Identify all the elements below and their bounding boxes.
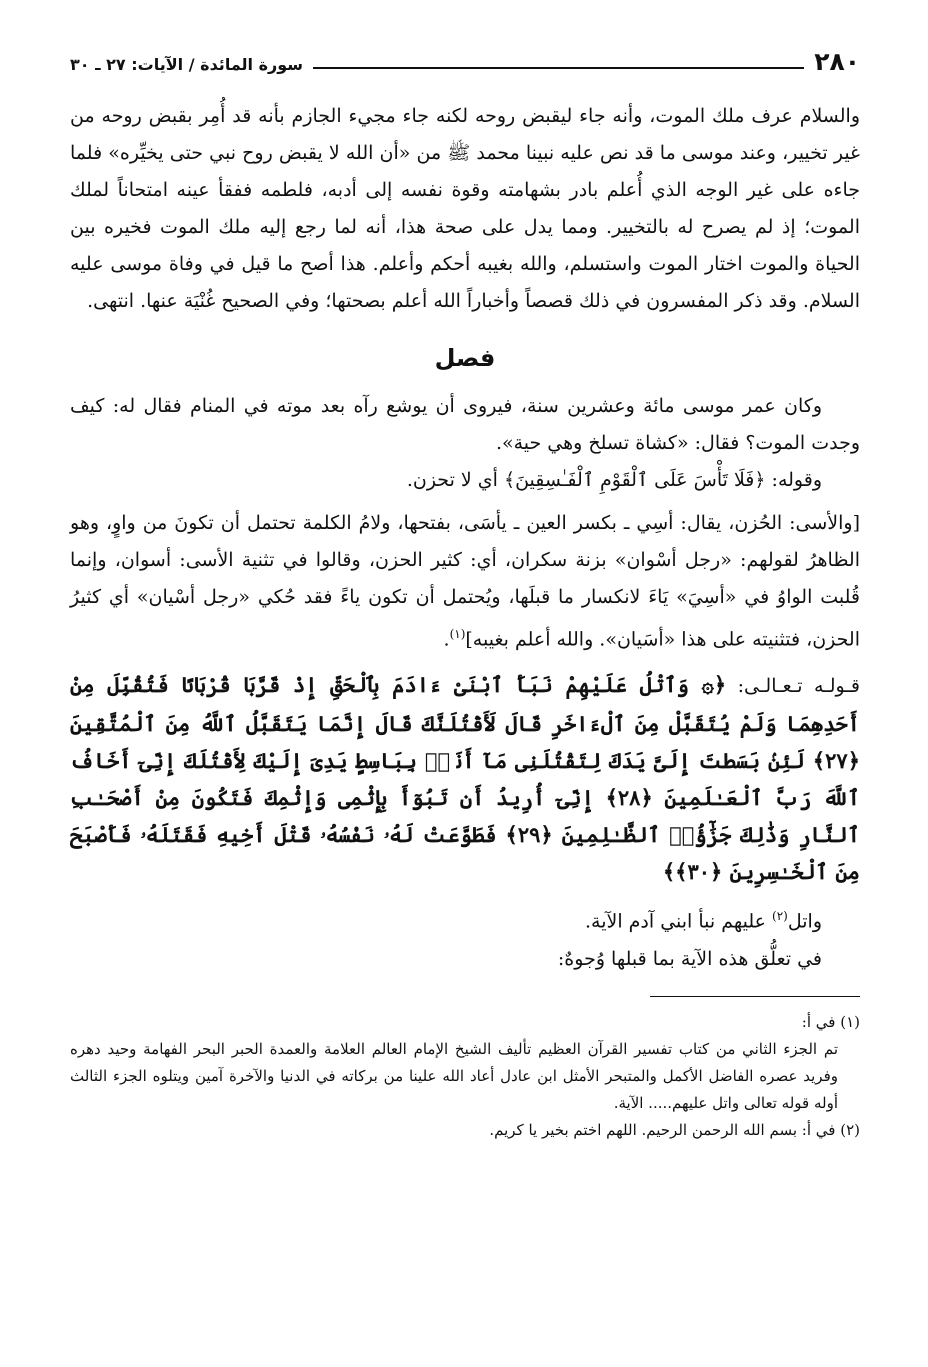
footnote-ref-2: (٢)	[772, 909, 788, 924]
paragraph-2: وكان عمر موسى مائة وعشرين سنة، فيروى أن يوشع رآه بعد موته في المنام فقال له: كيف وجدت الموت؟ فقال: «كشاة تسلخ وهي حية».	[70, 395, 860, 454]
paragraph-6: في تعلُّق هذه الآية بما قبلها وُجوهٌ:	[557, 947, 822, 970]
paragraph-4	[70, 505, 860, 658]
footnote-ref-1: (١)	[449, 627, 466, 641]
paragraph-4-text: [والأسى: الحُزن، يقال: أسِي ـ بكسر العين ـ يأسَى، بفتحها، ولامُ الكلمة تحتمل أن تكونَ من واوٍ، وهو الظاهرُ لقولهم: «رجل أسْوان» بزنة سكران، أي: كثير الحزن، وقالوا في تثنية الأسى: أسوان، وإنما قُلبت الواوُ في «أسِيَ» يَاءَ لانكسار ما قبلَها، ويُحتمل أن تكون ياءً فقد حُكي «رجل أسْيان» أي كثيرُ الحزن، فتثنيته على هذا «أسَيان». والله أعلم بغيبه]	[70, 512, 860, 651]
paragraph-1: والسلام عرف ملك الموت، وأنه جاء ليقبض روحه لكنه جاء مجيء الجازم بأنه قد أُمِر بقبض روحه من غير تخيير، وعند موسى ما قد نص عليه نبينا محمد ﷺ من «أن الله لا يقبض روح نبي حتى يخيِّره» فلما جاءه على غير الوجه الذي أُعلم بادر بشهامته وقوة نفسه إلى أدبه، فلطمه ففقأ عينه امتحاناً لملك الموت؛ إذ لم يصرح له بالتخيير. ومما يدل على صحة هذا، أنه لما رجع إليه ملك الموت فخيره بين الحياة والموت اختار الموت واستسلم، والله بغيبه أحكم وأعلم. هذا أصح ما قيل في وفاة موسى عليه السلام. وقد ذكر المفسرون في ذلك قصصاً وأخباراً الله أعلم بصحتها؛ وفي الصحيح غُنْيَة عنها. انتهى.	[70, 105, 860, 312]
paragraph-5-start: واتل	[787, 910, 822, 933]
footnote-1-text: تم الجزء الثاني من كتاب تفسير القرآن العظيم تأليف الشيخ الإمام العالم العلامة والعمدة الحبر البحر الفهامة وحيد دهره وفريد عصره الفاضل الأكمل والمتبحر الأمثل ابن عادل أعاد الله علينا من بركاته في الدنيا والآخرة آمين ويتلوه الجزء الثالث أوله قوله تعالى واتل عليهم..... الآية.	[70, 1039, 838, 1112]
section-title: فصل	[434, 344, 496, 372]
page-number: ٢٨٠	[814, 47, 860, 76]
quran-intro: قـولـه تـعـالـى:	[726, 675, 860, 698]
paragraph-4-end: .	[443, 628, 450, 651]
quran-passage	[70, 666, 860, 890]
footnote-2: (٢) في أ: بسم الله الرحمن الرحيم. اللهم اختم بخير يا كريم.	[489, 1120, 860, 1139]
page-header	[70, 28, 860, 74]
header-rule	[313, 67, 804, 69]
quran-verses: ﴿۞ وَٱتْلُ عَلَيْهِمْ نَبَأَ ٱبْنَىْ ءَادَمَ بِٱلْحَقِّ إِذْ قَرَّبَا قُرْبَانًا فَتُقُبِّلَ مِنْ أَحَدِهِمَا وَلَمْ يُتَقَبَّلْ مِنَ ٱلْءَاخَرِ قَالَ لَأَقْتُلَنَّكَ قَالَ إِنَّمَا يَتَقَبَّلُ ٱللَّهُ مِنَ ٱلْمُتَّقِينَ ﴿٢٧﴾ لَئِنۢ بَسَطتَ إِلَىَّ يَدَكَ لِتَقْتُلَنِى مَآ أَنَا۠ بِبَاسِطٍ يَدِىَ إِلَيْكَ لِأَقْتُلَكَ إِنِّىٓ أَخَافُ ٱللَّهَ رَبَّ ٱلْعَـٰلَمِينَ ﴿٢٨﴾ إِنِّىٓ أُرِيدُ أَن تَبُوٓأَ بِإِثْمِى وَإِثْمِكَ فَتَكُونَ مِنْ أَصْحَـٰبِ ٱلنَّارِ وَذَٰلِكَ جَزَٰٓؤُا۟ ٱلظَّـٰلِمِينَ ﴿٢٩﴾ فَطَوَّعَتْ لَهُۥ نَفْسُهُۥ قَتْلَ أَخِيهِ فَقَتَلَهُۥ فَأَصْبَحَ مِنَ ٱلْخَـٰسِرِينَ ﴿٣٠﴾﴾	[70, 672, 860, 885]
page-body	[70, 98, 860, 1144]
paragraph-5-rest: عليهم نبأ ابني آدم الآية.	[584, 910, 773, 933]
paragraph-5	[70, 898, 860, 940]
footnote-1-label: (١) في أ:	[801, 1012, 860, 1031]
footnote-divider	[650, 996, 860, 997]
header-title: سورة المائدة / الآيات: ٢٧ ـ ٣٠	[70, 54, 304, 74]
paragraph-3: وقوله: ﴿فَلَا تَأْسَ عَلَى ٱلْقَوْمِ ٱلْفَـٰسِقِينَ﴾ أي لا تحزن.	[406, 469, 822, 491]
